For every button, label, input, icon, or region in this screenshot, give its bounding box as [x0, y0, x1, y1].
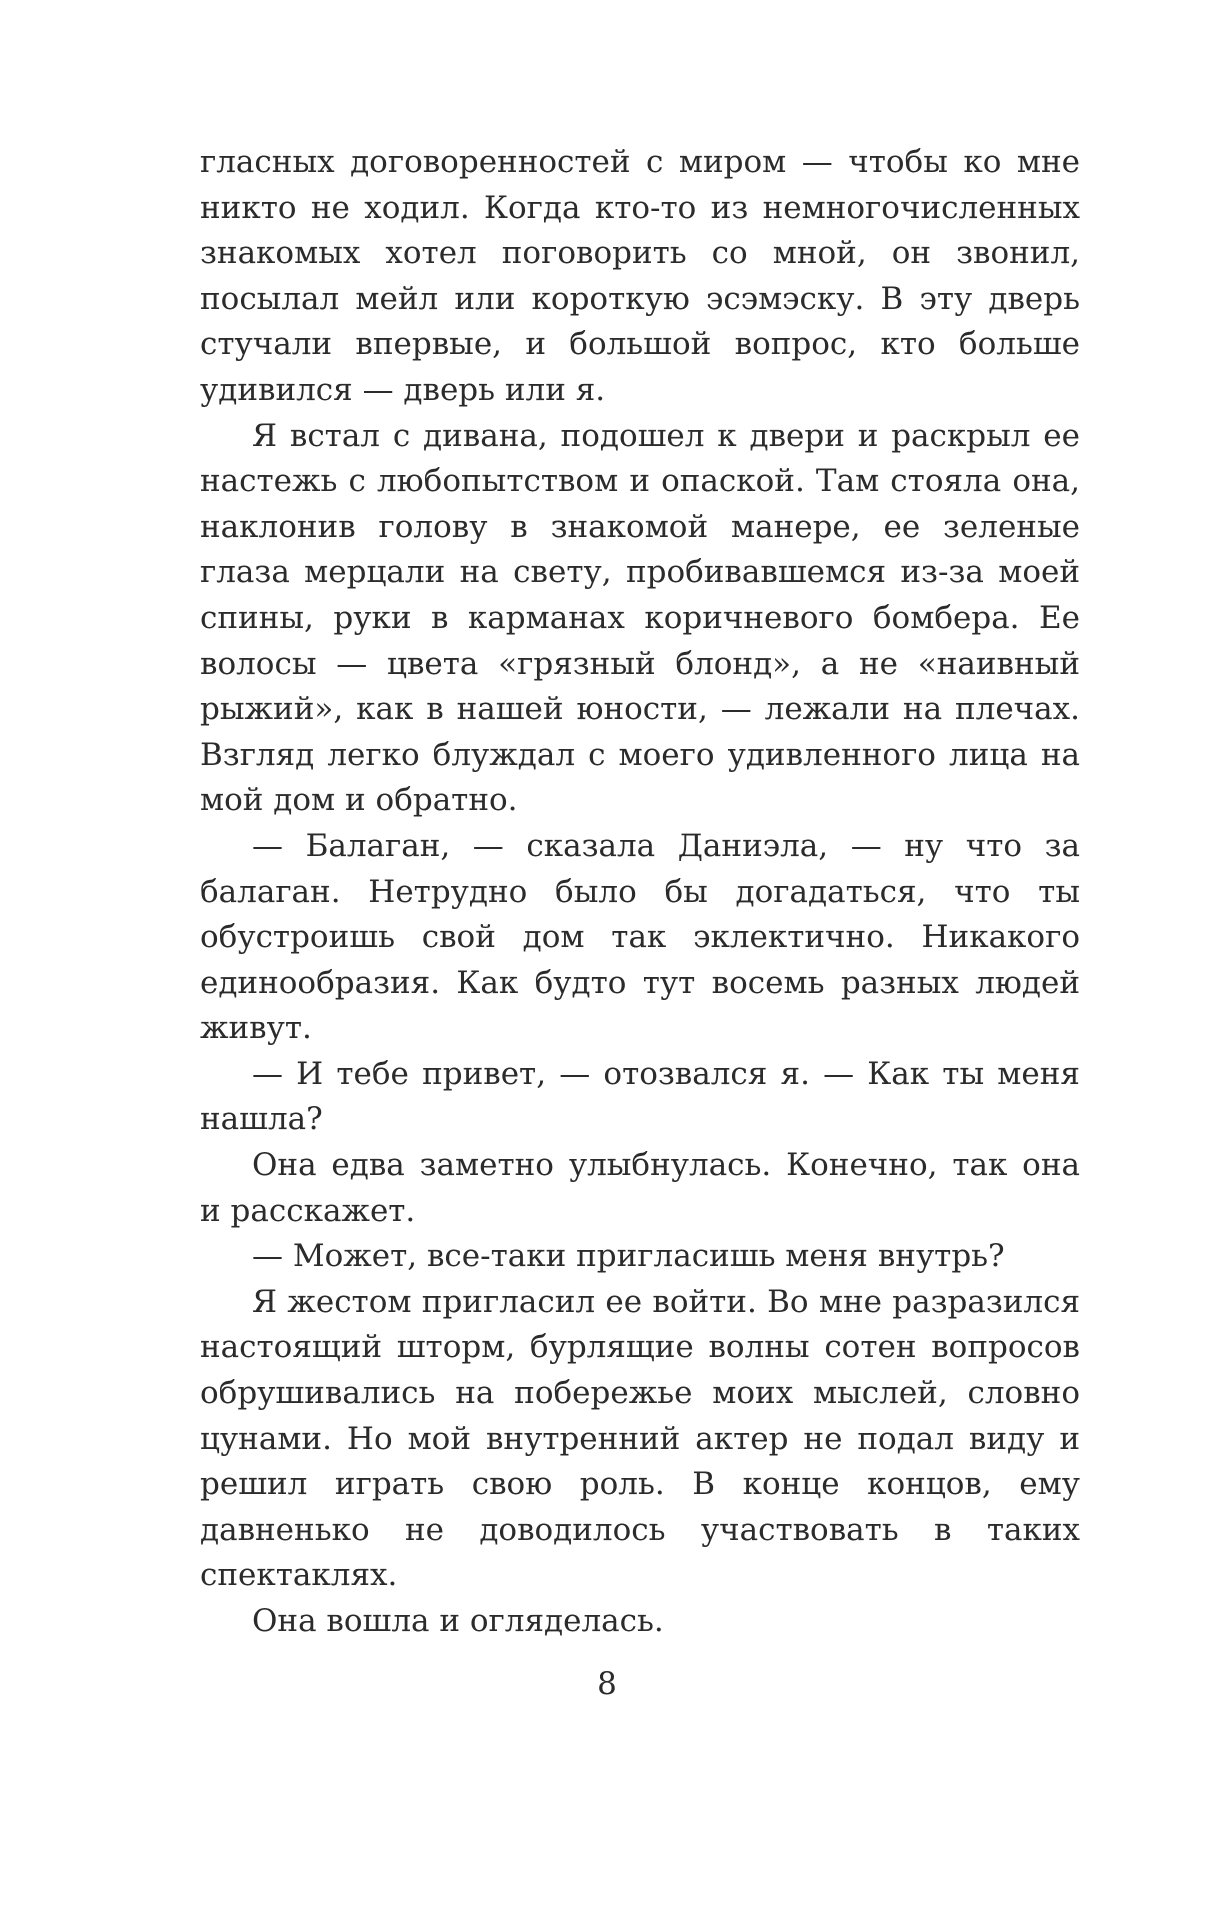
- paragraph-6: — Может, все-таки пригласишь меня внутрь?: [252, 1238, 1005, 1275]
- page-number: 8: [597, 1666, 617, 1702]
- paragraph-2: Я встал с дивана, подошел к двери и раскрыл ее настежь с любопытством и опаской. Там стояла она, наклонив голову в знакомой манере, ее зеленые глаза мерцали на свету, пробивавшемся из-за моей спины, руки в карманах коричневого бомбера. Ее волосы — цвета «грязный блонд», а не «наивный рыжий», как в нашей юности, — лежали на плечах. Взгляд легко блуждал с моего удивленного лица на мой дом и обратно.: [200, 417, 1080, 819]
- paragraph-5: Она едва заметно улыбнулась. Конечно, так она и расскажет.: [200, 1147, 1080, 1229]
- body-text: [200, 140, 1080, 1645]
- paragraph-1: гласных договоренностей с миром — чтобы ко мне никто не ходил. Когда кто-то из немногочисленных знакомых хотел поговорить со мной, он звонил, посылал мейл или короткую эсэмэску. В эту дверь стучали впервые, и большой вопрос, кто больше удивился — дверь или я.: [200, 144, 1080, 408]
- paragraph-4: — И тебе привет, — отозвался я. — Как ты меня нашла?: [200, 1055, 1080, 1138]
- paragraph-8: Она вошла и огляделась.: [252, 1603, 664, 1639]
- paragraph-3: — Балаган, — сказала Даниэла, — ну что за балаган. Нетрудно было бы догадаться, что ты обустроишь свой дом так эклектично. Никакого единообразия. Как будто тут восемь разных людей живут.: [200, 827, 1080, 1047]
- paragraph-7: Я жестом пригласил ее войти. Во мне разразился настоящий шторм, бурлящие волны сотен вопросов обрушивались на побережье моих мыслей, словно цунами. Но мой внутренний актер не подал виду и решил играть свою роль. В конце концов, ему давненько не доводилось участвовать в таких спектаклях.: [200, 1283, 1080, 1594]
